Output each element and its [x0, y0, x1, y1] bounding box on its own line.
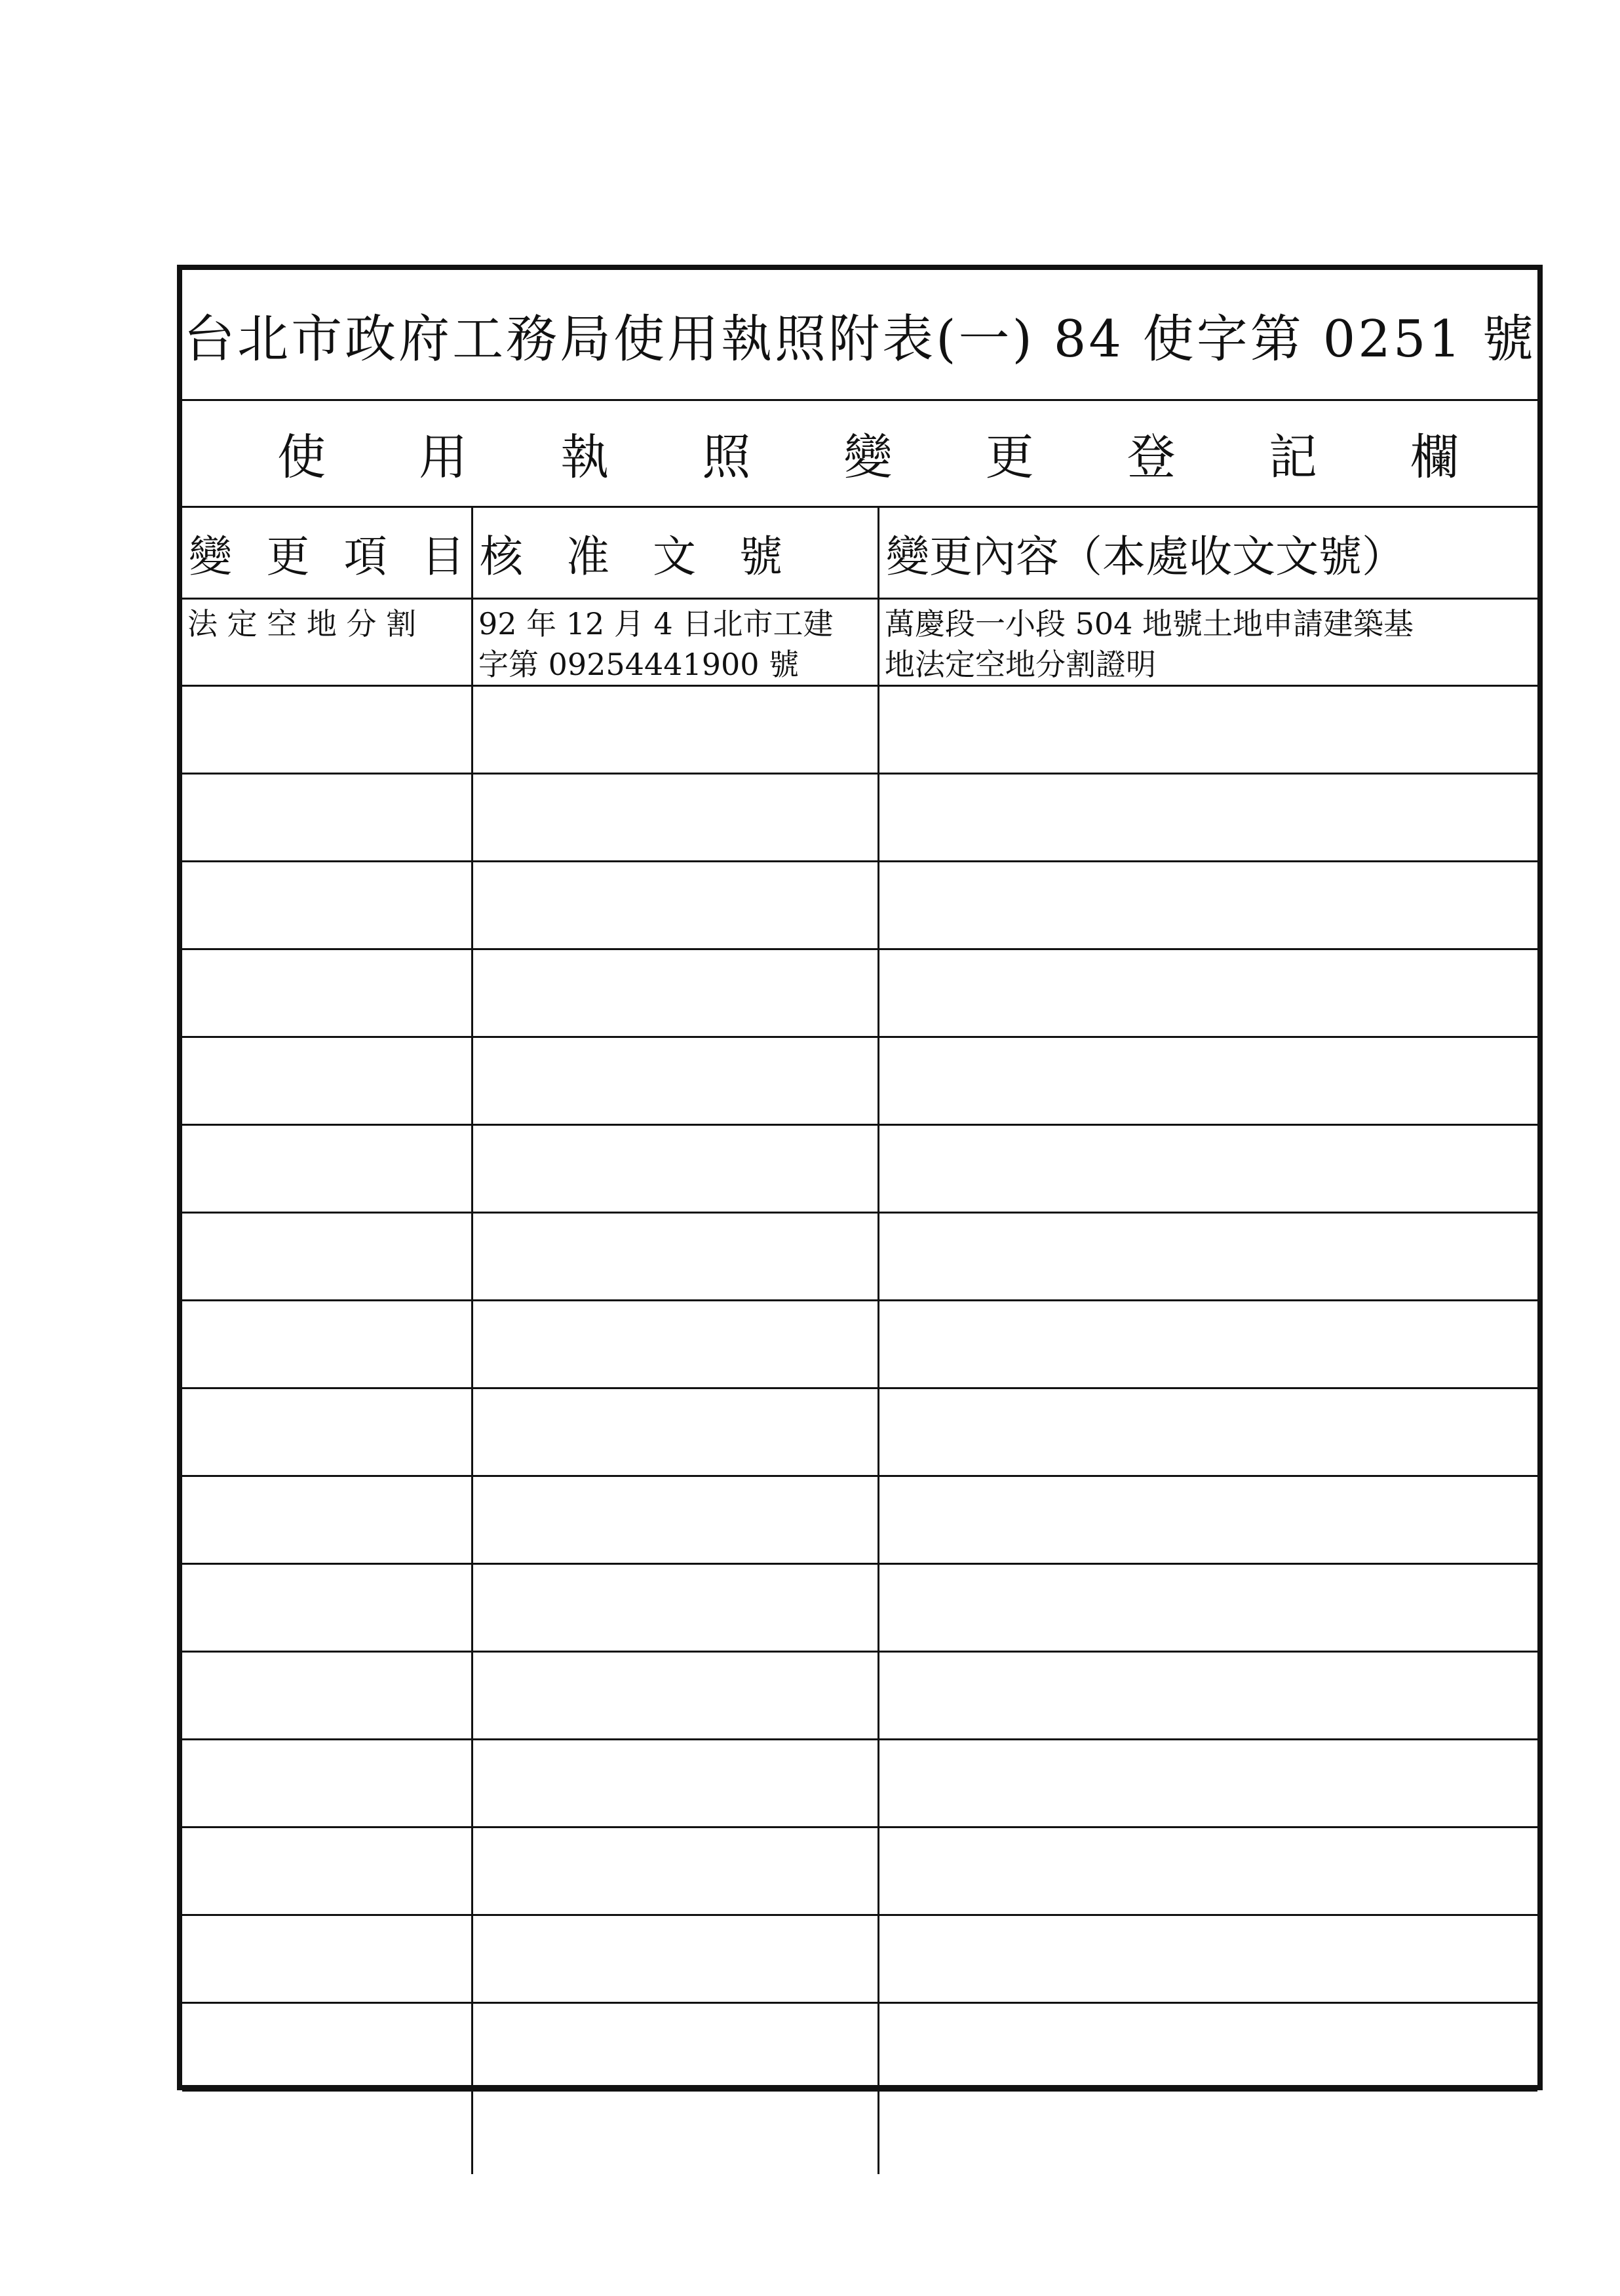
empty-cell — [879, 1916, 1537, 2002]
empty-cell — [182, 1653, 473, 1738]
empty-cell — [182, 1477, 473, 1563]
empty-table-row — [182, 1214, 1537, 1301]
empty-table-row — [182, 1653, 1537, 1740]
empty-cell — [473, 1653, 879, 1738]
section-heading-char: 記 — [1268, 429, 1317, 486]
empty-table-row — [182, 1477, 1537, 1565]
row-content-line2: 地法定空地分割證明 — [885, 647, 1156, 682]
empty-table-row — [182, 950, 1537, 1038]
empty-cell — [879, 2004, 1537, 2090]
empty-cell — [879, 1126, 1537, 1212]
empty-cell — [879, 1038, 1537, 1124]
row-change-item: 法 定 空 地 分 割 — [187, 606, 417, 641]
empty-cell — [182, 1214, 473, 1299]
empty-table-row — [182, 687, 1537, 775]
empty-table-row — [182, 1565, 1537, 1653]
row-content-line1: 萬慶段一小段 504 地號土地申請建築基 — [885, 606, 1414, 641]
empty-cell — [182, 1916, 473, 2002]
empty-cell — [473, 687, 879, 773]
section-heading-char: 登 — [1127, 429, 1176, 486]
empty-cell — [879, 950, 1537, 1036]
empty-cell — [473, 950, 879, 1036]
empty-table-row — [182, 1301, 1537, 1389]
empty-table-row — [182, 862, 1537, 950]
empty-cell — [182, 1301, 473, 1387]
empty-table-row — [182, 1828, 1537, 1916]
section-heading — [182, 401, 1537, 508]
section-heading-char: 照 — [702, 429, 751, 486]
header-approval-number: 核 准 文 號 — [480, 531, 782, 582]
empty-cell — [182, 950, 473, 1036]
empty-cell — [182, 1389, 473, 1475]
section-heading-char: 執 — [560, 429, 609, 486]
empty-cell — [473, 1565, 879, 1651]
empty-cell — [473, 1916, 879, 2002]
empty-cell — [182, 2092, 473, 2174]
header-char: 目 — [421, 531, 465, 582]
empty-cell — [182, 1828, 473, 1914]
empty-cell — [879, 2092, 1537, 2174]
empty-table-row — [182, 775, 1537, 862]
empty-cell — [182, 687, 473, 773]
header-change-content: 變更內容（本處收文文號） — [886, 531, 1405, 582]
empty-table-row — [182, 1916, 1537, 2004]
empty-cell — [879, 687, 1537, 773]
empty-cell — [473, 1389, 879, 1475]
row-item-cell — [182, 600, 473, 685]
section-heading-char: 更 — [985, 429, 1034, 486]
empty-cell — [182, 1038, 473, 1124]
empty-table-row — [182, 2004, 1537, 2092]
section-heading-char: 欄 — [1410, 429, 1459, 486]
row-content-cell — [879, 600, 1537, 685]
empty-table-row — [182, 1126, 1537, 1214]
empty-cell — [182, 862, 473, 948]
empty-cell — [473, 1301, 879, 1387]
empty-cell — [182, 1565, 473, 1651]
section-heading-char: 使 — [277, 429, 326, 486]
empty-cell — [879, 862, 1537, 948]
empty-cell — [473, 1214, 879, 1299]
header-char: 更 — [266, 531, 310, 582]
header-item-cell — [182, 508, 473, 598]
empty-table-row — [182, 1740, 1537, 1828]
row-approval-line1: 92 年 12 月 4 日北市工建 — [478, 606, 834, 641]
empty-cell — [879, 1389, 1537, 1475]
empty-cell — [879, 1477, 1537, 1563]
table-header-row — [182, 508, 1537, 600]
empty-cell — [879, 1828, 1537, 1914]
empty-cell — [473, 1477, 879, 1563]
row-approval-cell — [473, 600, 879, 685]
empty-cell — [879, 775, 1537, 860]
empty-cell — [182, 1740, 473, 1826]
section-heading-char: 變 — [843, 429, 893, 486]
empty-cell — [473, 1126, 879, 1212]
empty-cell — [182, 2004, 473, 2090]
empty-cell — [473, 1740, 879, 1826]
empty-table-row — [182, 1389, 1537, 1477]
header-change-item — [189, 522, 465, 584]
change-record-table — [182, 508, 1537, 2085]
empty-cell — [879, 1740, 1537, 1826]
header-content-cell — [879, 508, 1537, 598]
empty-table-row — [182, 1038, 1537, 1126]
document-title: 台北市政府工務局使用執照附表(一) 84 使字第 0251 號 — [182, 270, 1537, 401]
header-approval-cell — [473, 508, 879, 598]
empty-cell — [473, 862, 879, 948]
empty-cell — [473, 1828, 879, 1914]
table-row — [182, 600, 1537, 687]
empty-table-row — [182, 2092, 1537, 2174]
empty-cell — [473, 2004, 879, 2090]
usage-license-appendix-form — [177, 265, 1543, 2090]
section-heading-char: 用 — [419, 429, 468, 486]
header-char: 變 — [189, 531, 232, 582]
empty-cell — [473, 775, 879, 860]
empty-cell — [879, 1301, 1537, 1387]
empty-cell — [473, 2092, 879, 2174]
row-approval-line2: 字第 09254441900 號 — [478, 647, 800, 682]
header-char: 項 — [343, 531, 387, 582]
empty-cell — [182, 775, 473, 860]
empty-cell — [879, 1653, 1537, 1738]
empty-cell — [182, 1126, 473, 1212]
empty-cell — [879, 1565, 1537, 1651]
empty-cell — [879, 1214, 1537, 1299]
empty-cell — [473, 1038, 879, 1124]
